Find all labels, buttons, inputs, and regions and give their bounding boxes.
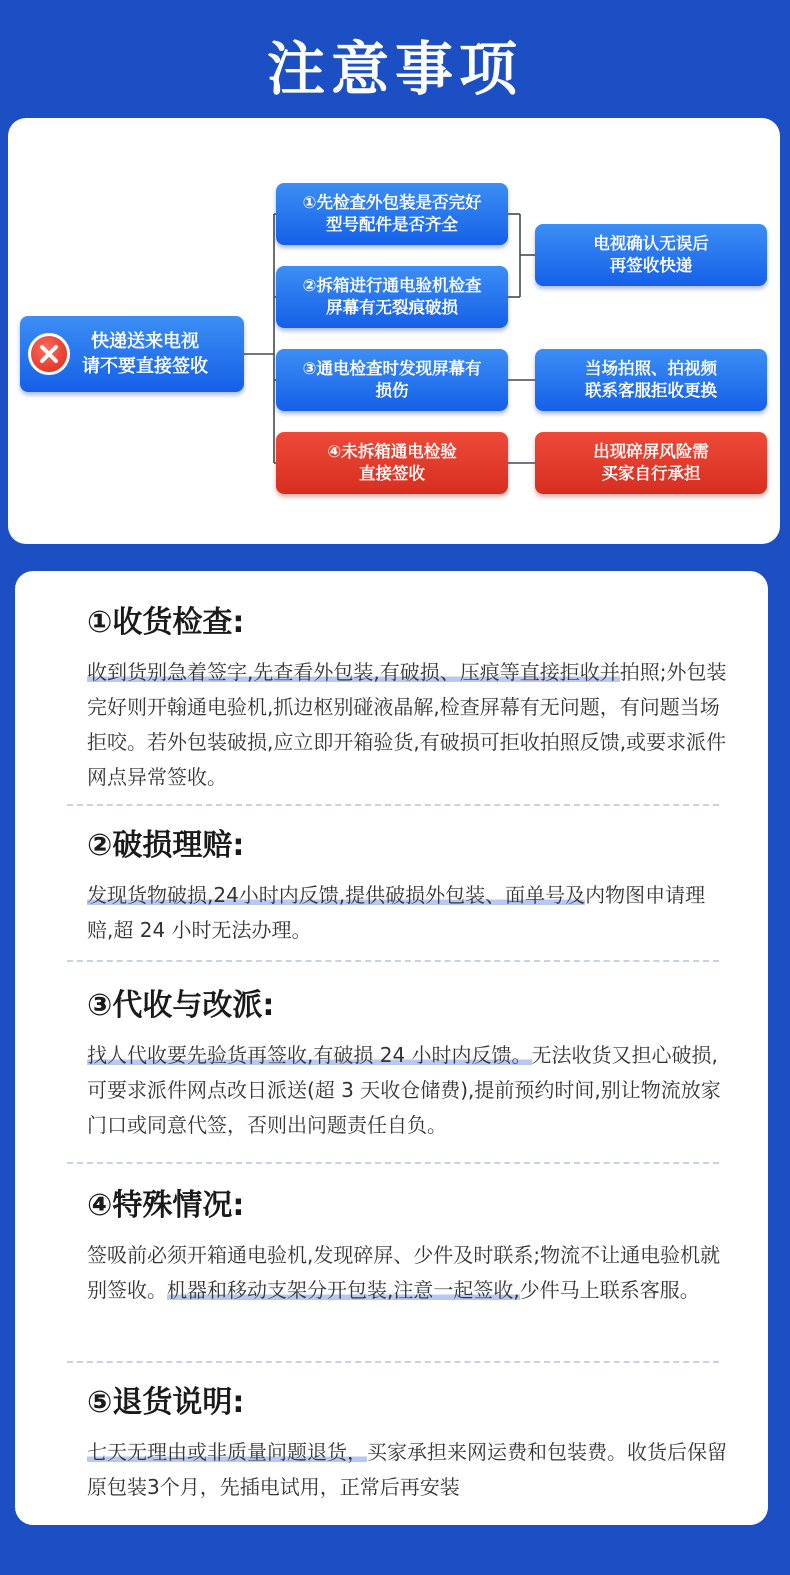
- highlight-text: 七天无理由或非质量问题退货，: [87, 1440, 367, 1464]
- highlight-text: 机器和移动支架分开包装,注意一起签收,: [167, 1278, 520, 1302]
- main-warning-line1: 快递送来电视: [91, 331, 199, 352]
- result-3-line1: 出现碎屏风险需: [593, 442, 709, 461]
- divider: [67, 804, 719, 806]
- step-1-line1: ①先检查外包装是否完好: [302, 193, 482, 212]
- section-title: ③代收与改派:: [87, 988, 275, 1023]
- section-title: ⑤退货说明:: [87, 1385, 245, 1420]
- section-title: ①收货检查:: [87, 605, 245, 640]
- section-body: [87, 1038, 727, 1143]
- body-text: 拍照;外包装完好则开翰通电验机,抓边枢别碰液晶解,检查屏幕有无问题，有问题当场拒咬。若外包装破损,应立即开箱验货,有破损可拒收拍照反馈,或要求派件网点异常签收。: [87, 660, 727, 789]
- highlight-text: 发现货物破损,24小时内反馈,提供破损外包装、面单号及: [87, 883, 586, 907]
- section-body: [87, 1435, 727, 1505]
- highlight-text: 收到货别急着签字,先查看外包装,有破损、压痕等直接拒收并: [87, 660, 620, 684]
- section-title: ②破损理赔:: [87, 828, 245, 863]
- result-2-box: [535, 349, 767, 411]
- step-3-line1: ③通电检查时发现屏幕有: [302, 359, 482, 378]
- step-3-line2: 损伤: [375, 381, 409, 400]
- step-2-line1: ②拆箱进行通电验机检查: [302, 276, 482, 295]
- step-2-box: [276, 266, 508, 328]
- flowchart-card: [8, 118, 780, 544]
- section-special-cases: [87, 1184, 727, 1308]
- result-2-line1: 当场拍照、拍视频: [585, 359, 717, 378]
- section-proxy-receipt: [87, 984, 727, 1143]
- result-1-line1: 电视确认无误后: [593, 234, 709, 253]
- body-text: 内物图申请理赔,超 24 小时无法办理。: [87, 883, 706, 942]
- step-2-line2: 屏幕有无裂痕破损: [325, 298, 458, 317]
- notes-card: [15, 571, 768, 1525]
- section-body: [87, 1238, 727, 1308]
- result-1-box: [535, 224, 767, 286]
- result-1-line2: 再签收快递: [609, 256, 693, 275]
- body-text: 买家承担来网运费和包装费。收货后保留原包装3个月，先插电试用，正常后再安装: [87, 1440, 727, 1499]
- section-damage-claim: [87, 824, 727, 948]
- result-3-line2: 买家自行承担: [601, 464, 701, 483]
- step-1-line2: 型号配件是否齐全: [325, 215, 458, 234]
- step-4-line1: ④未拆箱通电检验: [327, 442, 457, 461]
- result-3-box: [535, 432, 767, 494]
- body-text: 签吸前必须开箱通电验机,发现碎屏、少件及时联系;物流不让通电验机就别签收。: [87, 1243, 721, 1302]
- page-title: 注意事项: [266, 35, 523, 103]
- main-warning-line2: 请不要直接签收: [82, 356, 208, 377]
- section-body: [87, 878, 727, 948]
- close-x-icon: [28, 333, 70, 375]
- section-inspection: [87, 601, 727, 795]
- step-3-box: [276, 349, 508, 411]
- body-text: 无法收货又担心破损,可要求派件网点改日派送(超 3 天收仓储费),提前预约时间,别让物流放家门口或同意代签，否则出问题责任自负。: [87, 1043, 721, 1137]
- section-body: [87, 655, 727, 795]
- step-4-line2: 直接签收: [358, 464, 425, 483]
- step-1-box: [276, 183, 508, 245]
- section-title: ④特殊情况:: [87, 1188, 245, 1223]
- body-text: 少件马上联系客服。: [519, 1278, 700, 1302]
- divider: [67, 960, 719, 962]
- step-4-box: [276, 432, 508, 494]
- highlight-text: 找人代收要先验货再签收,有破损 24 小时内反馈。: [87, 1043, 532, 1067]
- result-2-line2: 联系客服拒收更换: [585, 381, 717, 400]
- divider: [67, 1361, 719, 1363]
- section-returns: [87, 1381, 727, 1505]
- main-warning-box: [20, 316, 244, 392]
- divider: [67, 1162, 719, 1164]
